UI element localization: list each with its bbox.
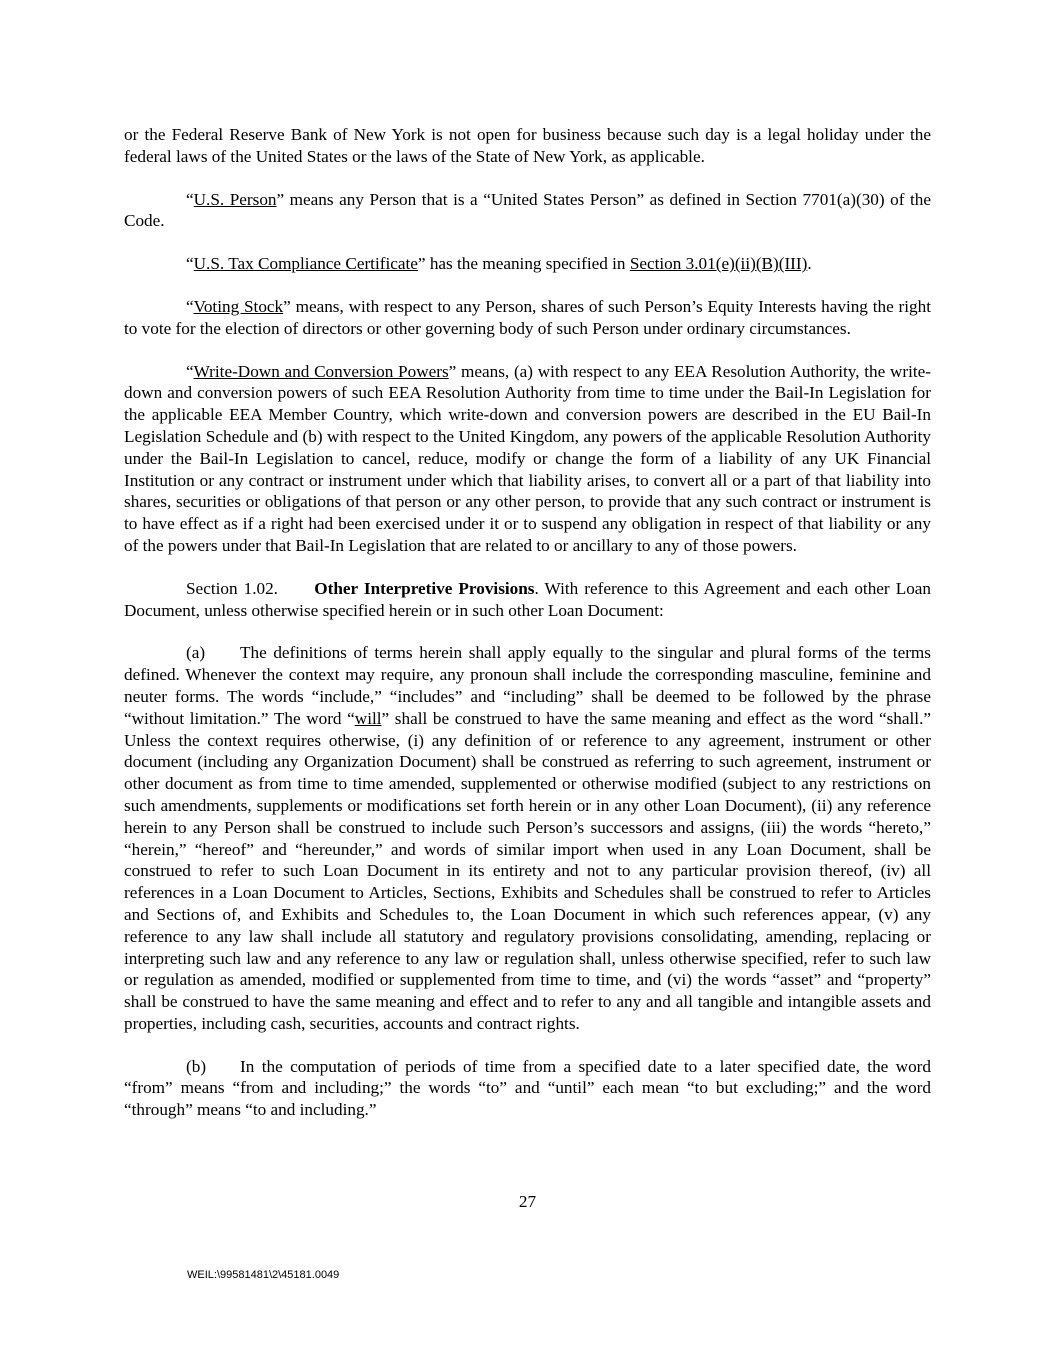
defined-term: U.S. Tax Compliance Certificate xyxy=(193,254,418,274)
clause-label: (b) xyxy=(186,1056,207,1076)
section-number: Section 1.02. xyxy=(186,578,278,598)
section-reference: Section 3.01(e)(ii)(B)(III) xyxy=(629,254,808,274)
continuation-paragraph: or the Federal Reserve Bank of New York is not open for business because such day is a legal holiday under the federal laws of the United States or the laws of the State of New York, as applicable. xyxy=(124,125,931,166)
clause-label: (a) xyxy=(186,643,206,663)
definition-us-person: “U.S. Person” means any Person that is a “United States Person” as defined in Section 7701(a)(30) of the Code. xyxy=(124,189,931,231)
defined-term: Write-Down and Conversion Powers xyxy=(193,361,449,381)
document-id-footer: WEIL:\99581481\2\45181.0049 xyxy=(187,1269,340,1281)
page-number: 27 xyxy=(518,1192,537,1211)
document-body xyxy=(124,124,931,1142)
definition-voting-stock: “Voting Stock” means, with respect to any Person, shares of such Person’s Equity Interests having the right to vote for the election of directors or other governing body of such Person under ordinary circumstances. xyxy=(124,296,931,338)
section-title: Other Interpretive Provisions xyxy=(314,578,535,598)
definition-write-down-and-conversion-powers: “Write-Down and Conversion Powers” means, (a) with respect to any EEA Resolution Authority, the write-down and conversion powers of such EEA Resolution Authority from time to time under the Bail-In Legislation for the applicable EEA Member Country, which write-down and conversion powers are described in the EU Bail-In Legislation Schedule and (b) with respect to the United Kingdom, any powers of the applicable Resolution Authority under the Bail-In Legislation to cancel, reduce, modify or change the form of a liability of any UK Financial Institution or any contract or instrument under which that liability arises, to convert all or a part of that liability into shares, securities or obligations of that person or any other person, to provide that any such contract or instrument is to have effect as if a right had been exercised under it or to suspend any obligation in respect of that liability or any of the powers under that Bail-In Legislation that are related to or ancillary to any of those powers. xyxy=(124,361,932,555)
definition-us-tax-compliance-certificate: “U.S. Tax Compliance Certificate” has the meaning specified in Section 3.01(e)(ii)(B)(III). xyxy=(186,254,812,274)
section-1-02-heading: Section 1.02. Other Interpretive Provisions. With reference to this Agreement and each other Loan Document, unless otherwise specified herein or in such other Loan Document: xyxy=(124,578,932,620)
clause-a: (a) The definitions of terms herein shall apply equally to the singular and plural forms of the terms defined. Whenever the context may require, any pronoun shall include the corresponding masculine, feminine and neuter forms. The words “include,” “includes” and “including” shall be deemed to be followed by the phrase “without limitation.” The word “will” shall be construed to have the same meaning and effect as the word “shall.” Unless the context requires otherwise, (i) any definition of or reference to any agreement, instrument or other document (including any Organization Document) shall be construed as referring to such agreement, instrument or other document as from time to time amended, supplemented or otherwise modified (subject to any restrictions on such amendments, supplements or modifications set forth herein or in any other Loan Document), (ii) any reference herein to any Person shall be construed to include such Person’s successors and assigns, (iii) the words “hereto,” “herein,” “hereof” and “hereunder,” and words of similar import when used in any Loan Document, shall be construed to refer to such Loan Document in its entirety and not to any particular provision thereof, (iv) all references in a Loan Document to Articles, Sections, Exhibits and Schedules shall be construed to refer to Articles and Sections of, and Exhibits and Schedules to, the Loan Document in which such references appear, (v) any reference to any law shall include all statutory and regulatory provisions consolidating, amending, replacing or interpreting such law and any reference to any law or regulation shall, unless otherwise specified, refer to such law or regulation as amended, modified or supplemented from time to time, and (vi) the words “asset” and “property” shall be construed to have the same meaning and effect and to refer to any and all tangible and intangible assets and properties, including cash, securities, accounts and contract rights. xyxy=(124,643,931,1033)
underlined-word: will xyxy=(354,708,382,728)
defined-term: Voting Stock xyxy=(193,296,284,316)
defined-term: U.S. Person xyxy=(193,189,277,209)
clause-b: (b) In the computation of periods of time from a specified date to a later specified date, the word “from” means “from and including;” the words “to” and “until” each mean “to but excluding;” and the word “through” means “to and including.” xyxy=(124,1056,931,1120)
